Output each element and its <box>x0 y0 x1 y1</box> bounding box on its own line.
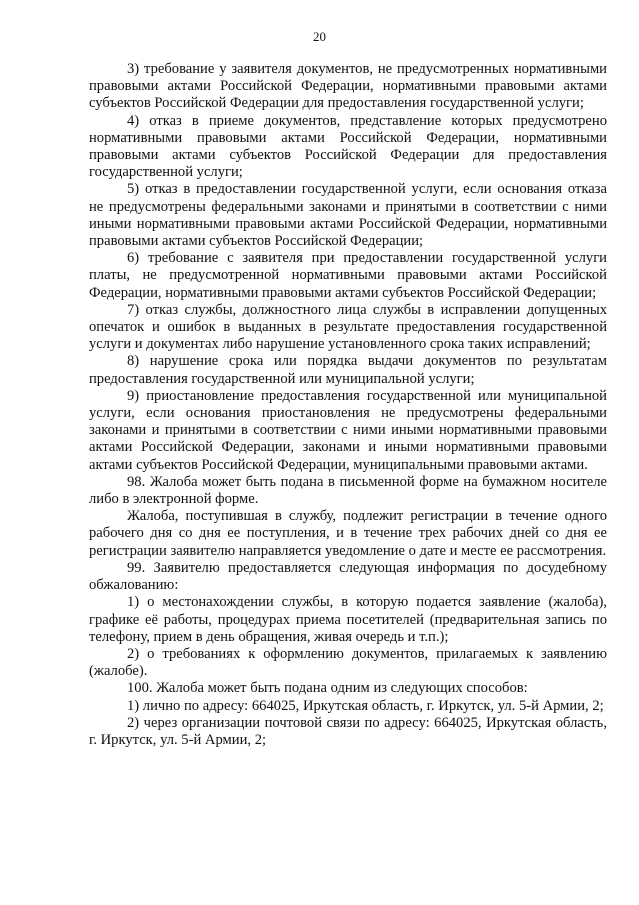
paragraph-100-item-2: 2) через организации почтовой связи по адресу: 664025, Иркутская область, г. Иркутск, ул. 5-й Армии, 2; <box>89 714 607 748</box>
paragraph-item-8: 8) нарушение срока или порядка выдачи документов по результатам предоставления государственной или муниципальной услуги; <box>89 353 607 387</box>
paragraph-item-5: 5) отказ в предоставлении государственной услуги, если основания отказа не предусмотрены федеральными законами и принятыми в соответствии с ними иными нормативными правовыми актами Российской Федерации, нормативными правовыми актами субъектов Российской Федерации; <box>89 181 607 250</box>
paragraph-99-item-2: 2) о требованиях к оформлению документов, прилагаемых к заявлению (жалобе). <box>89 645 607 680</box>
paragraph-98: 98. Жалоба может быть подана в письменной форме на бумажном носителе либо в электронной форме. <box>89 473 607 508</box>
page-number: 20 <box>313 29 326 44</box>
document-body <box>89 61 607 749</box>
paragraph-100-item-1: 1) лично по адресу: 664025, Иркутская область, г. Иркутск, ул. 5-й Армии, 2; <box>127 697 604 714</box>
paragraph-item-7: 7) отказ службы, должностного лица службы в исправлении допущенных опечаток и ошибок в выданных в результате предоставления государственной услуги и документах либо нарушение установленного срока таких исправлений; <box>89 301 607 353</box>
paragraph-item-3: 3) требование у заявителя документов, не предусмотренных нормативными правовыми актами Российской Федерации, нормативными правовыми актами субъектов Российской Федерации для предоставления государственной услуги; <box>89 61 607 112</box>
paragraph-item-9: 9) приостановление предоставления государственной или муниципальной услуги, если основания приостановления не предусмотрены федеральными законами и принятыми в соответствии с ними иными нормативными правовыми актами Российской Федерации, законами и иными нормативными правовыми актами субъектов Российской Федерации, муниципальными правовыми актами. <box>89 387 607 473</box>
paragraph-item-6: 6) требование с заявителя при предоставлении государственной услуги платы, не предусмотренной нормативными правовыми актами Российской Федерации, нормативными правовыми актами субъектов Российской Федерации; <box>89 250 607 301</box>
paragraph-99-item-1: 1) о местонахождении службы, в которую подается заявление (жалоба), графике её работы, процедурах приема посетителей (предварительная запись по телефону, прием в день обращения, живая очередь и т.п.); <box>89 594 607 645</box>
paragraph-99: 99. Заявителю предоставляется следующая информация по досудебному обжалованию: <box>89 559 607 594</box>
paragraph-item-4: 4) отказ в приеме документов, представление которых предусмотрено нормативными правовыми актами Российской Федерации, нормативными правовыми актами субъектов Российской Федерации для предоставления государственной услуги; <box>89 112 607 181</box>
paragraph-98-registration: Жалоба, поступившая в службу, подлежит регистрации в течение одного рабочего дня со дня ее поступления, и в течение трех рабочих дней со дня ее регистрации заявителю направляется уведомление о дате и месте ее рассмотрения. <box>89 508 607 559</box>
paragraph-100: 100. Жалоба может быть подана одним из следующих способов: <box>127 680 528 697</box>
